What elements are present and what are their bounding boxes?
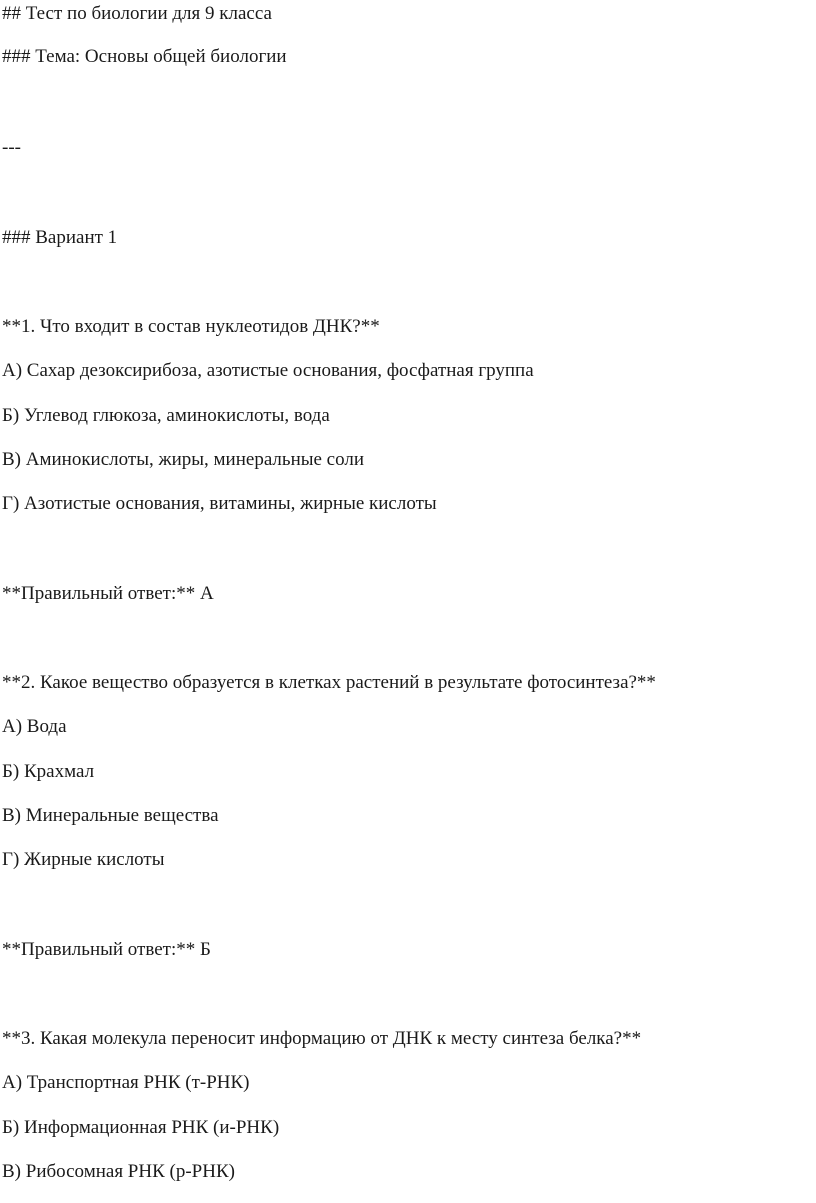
- question-2-option-d: Г) Жирные кислоты: [2, 849, 165, 870]
- question-1-text: **1. Что входит в состав нуклеотидов ДНК?**: [2, 316, 380, 337]
- question-3-text: **3. Какая молекула переносит информацию от ДНК к месту синтеза белка?**: [2, 1028, 642, 1049]
- document-topic: ### Тема: Основы общей биологии: [2, 46, 287, 67]
- document-title: ## Тест по биологии для 9 класса: [2, 3, 272, 24]
- question-3-option-c: В) Рибосомная РНК (р-РНК): [2, 1161, 235, 1182]
- question-1-option-d: Г) Азотистые основания, витамины, жирные кислоты: [2, 493, 437, 514]
- question-2-text: **2. Какое вещество образуется в клетках растений в результате фотосинтеза?**: [2, 672, 656, 693]
- question-3-option-a: А) Транспортная РНК (т-РНК): [2, 1072, 250, 1093]
- separator-line: ---: [2, 137, 21, 158]
- question-2-answer: **Правильный ответ:** Б: [2, 939, 211, 960]
- question-1-answer: **Правильный ответ:** А: [2, 583, 214, 604]
- question-2-option-c: В) Минеральные вещества: [2, 805, 219, 826]
- question-2-option-b: Б) Крахмал: [2, 761, 95, 782]
- question-2-option-a: А) Вода: [2, 716, 67, 737]
- question-1-option-b: Б) Углевод глюкоза, аминокислоты, вода: [2, 405, 330, 426]
- variant-heading: ### Вариант 1: [2, 227, 118, 248]
- question-1-option-a: А) Сахар дезоксирибоза, азотистые основания, фосфатная группа: [2, 360, 534, 381]
- question-3-option-b: Б) Информационная РНК (и-РНК): [2, 1117, 280, 1138]
- question-1-option-c: В) Аминокислоты, жиры, минеральные соли: [2, 449, 365, 470]
